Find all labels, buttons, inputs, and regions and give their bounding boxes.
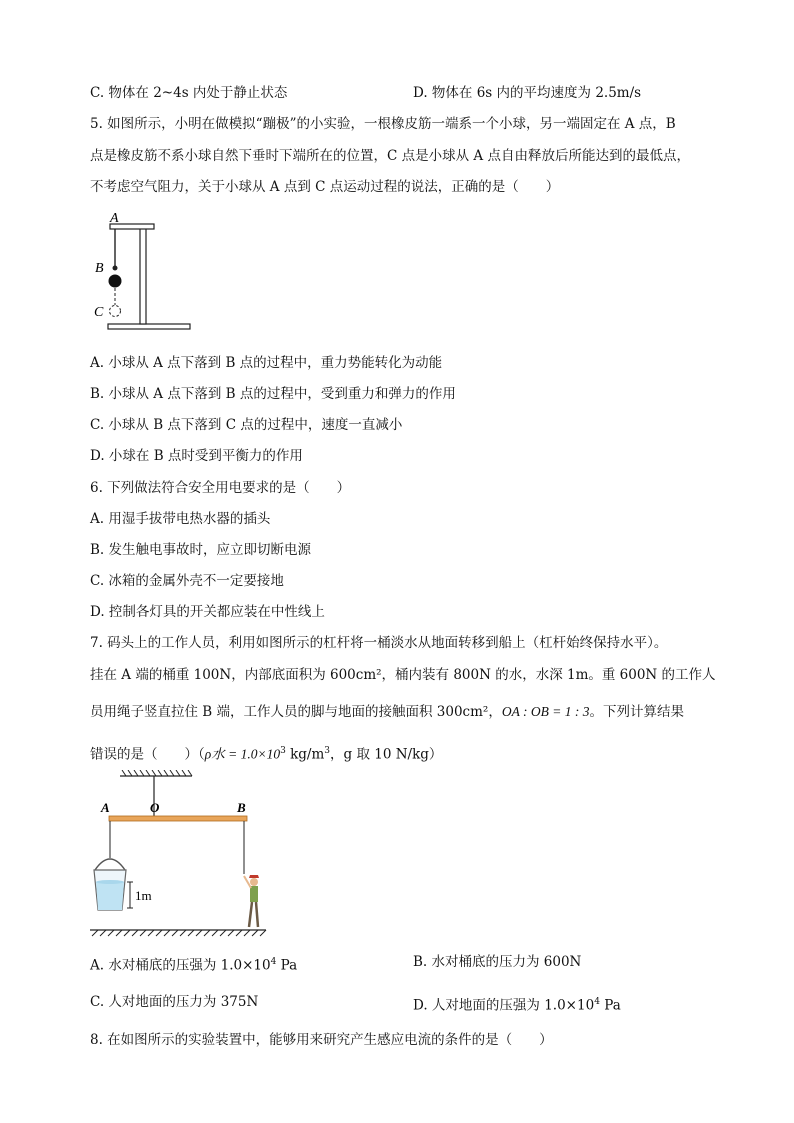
q5-stem-line-2: 点是橡皮筋不系小球自然下垂时下端所在的位置，C 点是小球从 A 点自由释放后所能达到的最低点， xyxy=(90,148,690,164)
ceiling-hatch xyxy=(122,770,192,776)
label-a: A xyxy=(110,211,119,226)
worker xyxy=(244,875,259,927)
q7-stem-line-3 xyxy=(90,703,684,721)
q5-option-a: A. 小球从 A 点下落到 B 点的过程中，重力势能转化为动能 xyxy=(90,355,443,371)
label-b: B xyxy=(237,800,246,815)
lever-figure xyxy=(88,770,268,942)
q5-stem-line-1: 5. 如图所示，小明在做模拟“蹦极”的小实验，一根橡皮筋一端系一个小球，另一端固定在 A 点，B xyxy=(90,116,676,132)
q7-density: ρ水 = 1.0×10 xyxy=(204,746,281,762)
ball xyxy=(109,275,122,288)
q7-stem-4a: 错误的是（ ）（ xyxy=(90,746,205,763)
bungee-figure xyxy=(88,208,198,336)
q7-option-d-text: D. 人对地面的压强为 1.0×10 xyxy=(413,997,595,1014)
q7-stem-3c: 。下列计算结果 xyxy=(589,704,684,720)
label-c: C xyxy=(94,305,104,320)
q7-option-d-exp: 4 xyxy=(594,997,600,1007)
q7-density-unit: kg/m xyxy=(285,746,325,763)
q7-option-d-unit: Pa xyxy=(599,997,621,1014)
q7-stem-line-4 xyxy=(90,742,442,764)
water-surface xyxy=(96,880,124,884)
q7-option-a-text: A. 水对桶底的压强为 1.0×10 xyxy=(90,957,271,974)
q5-option-b: B. 小球从 A 点下落到 B 点的过程中，受到重力和弹力的作用 xyxy=(90,386,456,402)
q7-stem-4d: ，g 取 10 N/kg） xyxy=(330,746,443,763)
q4-option-d: D. 物体在 6s 内的平均速度为 2.5m/s xyxy=(413,85,642,101)
q8-stem: 8. 在如图所示的实验装置中，能够用来研究产生感应电流的条件的是（ ） xyxy=(90,1032,553,1048)
q7-stem-line-2: 挂在 A 端的桶重 100N，内部底面积为 600cm²，桶内装有 800N 的水，水深 1m。重 600N 的工作人 xyxy=(90,667,716,683)
q5-stem-line-3: 不考虑空气阻力，关于小球从 A 点到 C 点运动过程的说法，正确的是（ ） xyxy=(90,179,560,195)
stand-pole xyxy=(140,226,146,324)
label-o: O xyxy=(150,800,160,815)
q7-option-a-unit: Pa xyxy=(276,957,298,974)
bucket-handle xyxy=(95,859,125,870)
q7-ratio: OA : OB = 1 : 3 xyxy=(501,704,590,719)
q6-option-a: A. 用湿手拔带电热水器的插头 xyxy=(90,511,271,527)
q7-option-d xyxy=(413,993,621,1015)
q5-option-c: C. 小球从 B 点下落到 C 点的过程中，速度一直减小 xyxy=(90,417,403,433)
q7-density-exp: 3 xyxy=(280,746,286,756)
ground-hatch xyxy=(92,930,266,936)
q7-option-b: B. 水对桶底的压力为 600N xyxy=(413,954,582,970)
q6-option-d: D. 控制各灯具的开关都应装在中性线上 xyxy=(90,604,325,620)
ball-position-c xyxy=(110,306,121,317)
depth-label: 1m xyxy=(135,888,152,903)
q6-option-b: B. 发生触电事故时，应立即切断电源 xyxy=(90,542,312,558)
q7-density-unit-exp: 3 xyxy=(324,746,331,756)
label-b: B xyxy=(95,261,104,276)
q7-option-a-exp: 4 xyxy=(270,957,277,967)
bucket-water xyxy=(96,882,124,910)
q7-stem-3a: 员用绳子竖直拉住 B 端，工作人员的脚与地面的接触面积 300cm²， xyxy=(90,704,502,720)
q7-option-a xyxy=(90,953,297,975)
q7-stem-line-1: 7. 码头上的工作人员，利用如图所示的杠杆将一桶淡水从地面转移到船上（杠杆始终保持水平）。 xyxy=(90,635,668,651)
q5-option-d: D. 小球在 B 点时受到平衡力的作用 xyxy=(90,448,303,464)
lever-bar xyxy=(109,816,247,821)
stand-base xyxy=(108,324,190,329)
label-a: A xyxy=(101,800,110,815)
point-b-dot xyxy=(113,266,118,271)
q4-option-c: C. 物体在 2~4s 内处于静止状态 xyxy=(90,85,288,101)
q6-stem: 6. 下列做法符合安全用电要求的是（ ） xyxy=(90,480,351,496)
q6-option-c: C. 冰箱的金属外壳不一定要接地 xyxy=(90,573,284,589)
q7-option-c: C. 人对地面的压力为 375N xyxy=(90,994,259,1010)
